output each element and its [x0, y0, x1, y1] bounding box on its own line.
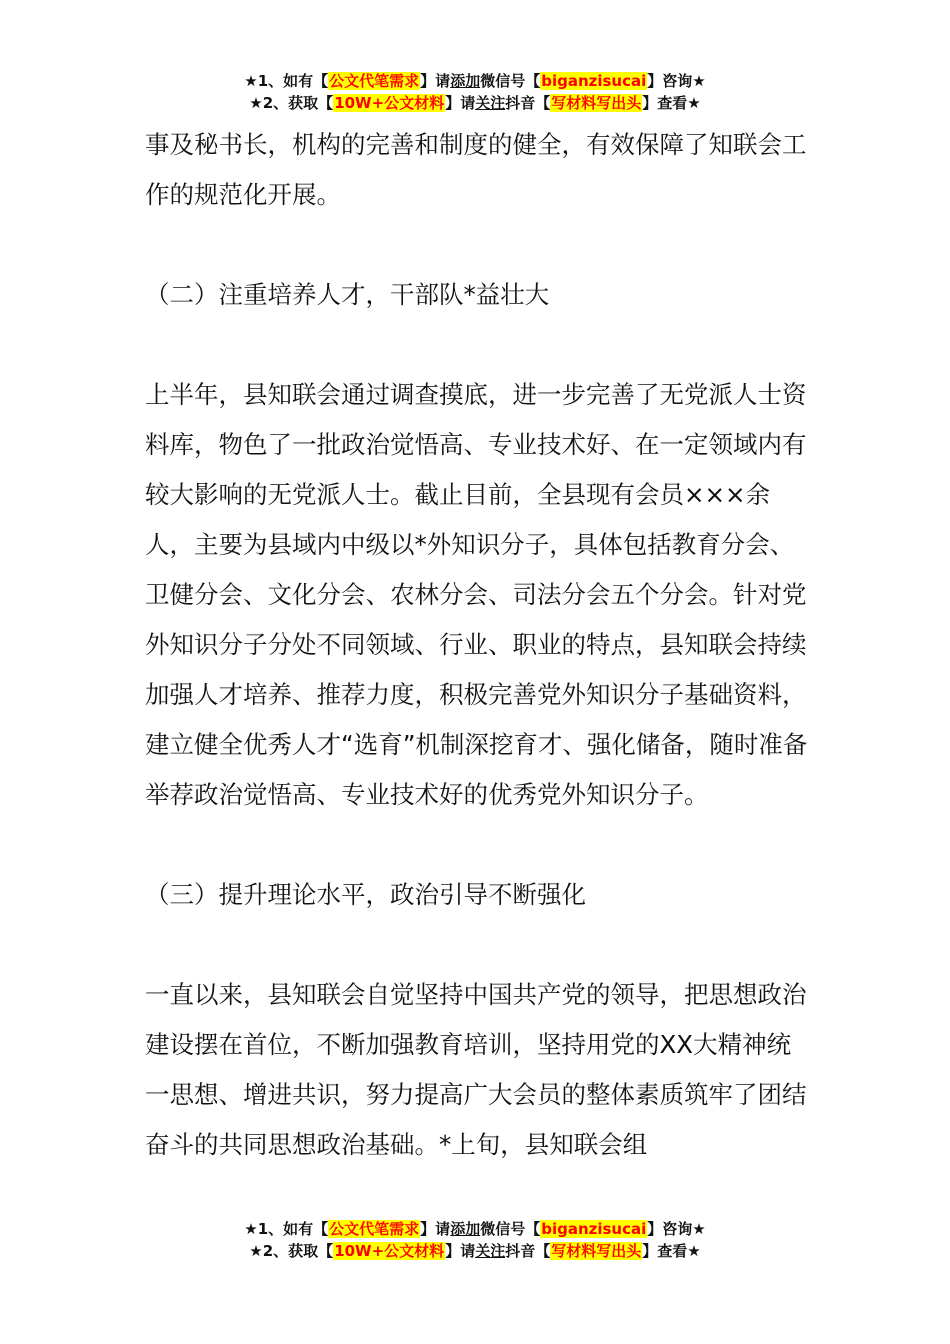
banner-underline: 添加	[450, 1220, 481, 1238]
paragraph-gap	[145, 220, 810, 270]
document-body	[145, 120, 810, 1170]
header-banner	[0, 70, 950, 114]
banner-line-2	[0, 1240, 950, 1262]
paragraph-continued: 事及秘书长，机构的完善和制度的健全，有效保障了知联会工作的规范化开展。	[145, 130, 807, 209]
banner-text: 】请	[420, 1220, 451, 1238]
banner-text: 】咨询★	[647, 72, 706, 90]
banner-text: 】请	[445, 94, 476, 112]
banner-highlight: 写材料写出头	[551, 1242, 642, 1260]
banner-underline: 关注	[475, 94, 506, 112]
banner-text: 】请	[420, 72, 451, 90]
banner-line-1	[0, 70, 950, 92]
banner-text: 微信号【	[480, 72, 541, 90]
banner-highlight: 10W+公文材料	[334, 94, 445, 112]
banner-text: 微信号【	[480, 1220, 541, 1238]
section-heading-2: （二）注重培养人才，干部队*益壮大	[145, 280, 550, 309]
banner-highlight: biganzisucai	[541, 72, 647, 90]
banner-text: ★2、获取【	[249, 94, 334, 112]
banner-text: 抖音【	[505, 1242, 551, 1260]
banner-text: 】查看★	[642, 1242, 701, 1260]
banner-highlight: 公文代笔需求	[329, 1220, 420, 1238]
banner-highlight: 写材料写出头	[551, 94, 642, 112]
banner-text: 抖音【	[505, 94, 551, 112]
paragraph-gap	[145, 920, 810, 970]
banner-text: 】请	[445, 1242, 476, 1260]
banner-text: ★1、如有【	[244, 1220, 329, 1238]
banner-line-2	[0, 92, 950, 114]
banner-text: 】咨询★	[647, 1220, 706, 1238]
banner-underline: 关注	[475, 1242, 506, 1260]
banner-highlight: biganzisucai	[541, 1220, 647, 1238]
paragraph-gap	[145, 320, 810, 370]
banner-line-1	[0, 1218, 950, 1240]
footer-banner	[0, 1218, 950, 1262]
paragraph-gap	[145, 820, 810, 870]
banner-text: ★2、获取【	[249, 1242, 334, 1260]
banner-text: ★1、如有【	[244, 72, 329, 90]
banner-text: 】查看★	[642, 94, 701, 112]
paragraph-3: 一直以来，县知联会自觉坚持中国共产党的领导，把思想政治建设摆在首位，不断加强教育培训，坚持用党的XX大精神统一思想、增进共识，努力提高广大会员的整体素质筑牢了团结奋斗的共同思想政治基础。*上旬，县知联会组	[145, 980, 807, 1159]
banner-highlight: 10W+公文材料	[334, 1242, 445, 1260]
banner-underline: 添加	[450, 72, 481, 90]
paragraph-2: 上半年，县知联会通过调查摸底，进一步完善了无党派人士资料库，物色了一批政治觉悟高、专业技术好、在一定领域内有较大影响的无党派人士。截止目前，全县现有会员×××余人，主要为县域内中级以*外知识分子，具体包括教育分会、卫健分会、文化分会、农林分会、司法分会五个分会。针对党外知识分子分处不同领域、行业、职业的特点，县知联会持续加强人才培养、推荐力度，积极完善党外知识分子基础资料，建立健全优秀人才“选育”机制深挖育才、强化储备，随时准备举荐政治觉悟高、专业技术好的优秀党外知识分子。	[145, 380, 808, 809]
banner-highlight: 公文代笔需求	[329, 72, 420, 90]
section-heading-3: （三）提升理论水平，政治引导不断强化	[145, 880, 586, 909]
